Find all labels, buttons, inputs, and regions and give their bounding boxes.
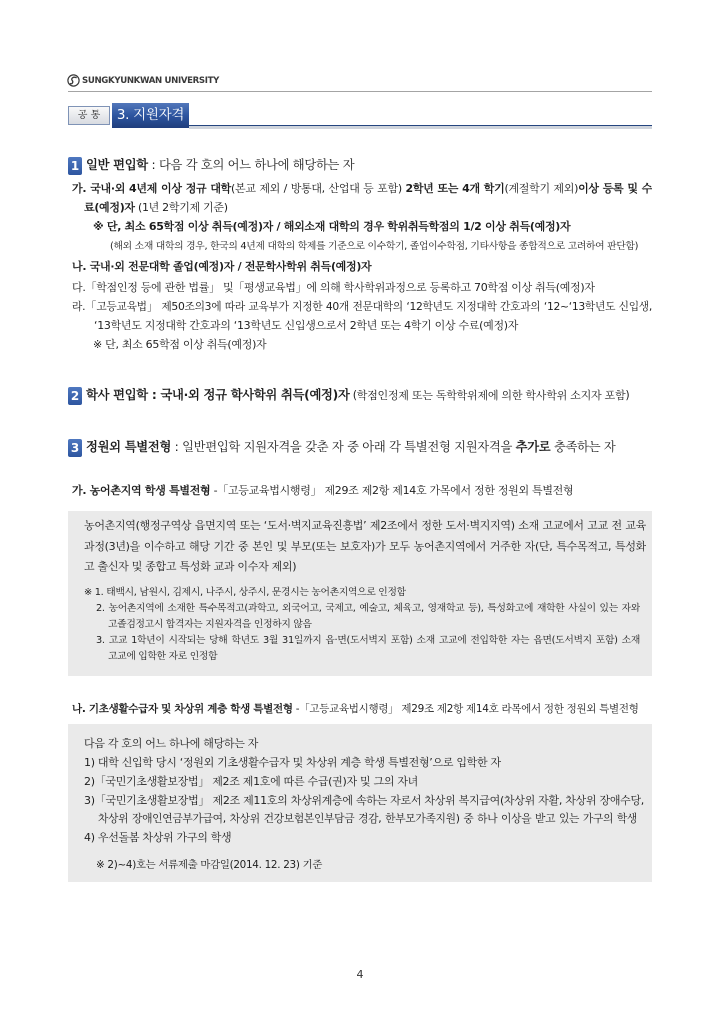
item-text: (1년 2학기제 기준) [134,201,228,214]
criteria-line: 4) 우선돌봄 차상위 가구의 학생 [84,831,232,844]
criteria-note: ※ 1. 태백시, 남원시, 김제시, 나주시, 상주시, 문경시는 농어촌지역으로 인정함 [84,587,406,598]
criteria-note: 3. 고교 1학년이 시작되는 당해 학년도 3월 31일까지 읍·면(도서벽지 포함) 소재 고교에 전입학한 자는 읍면(도서벽지 포함) 소재 [96,635,640,646]
item-ra-note: ※ 단, 최소 65학점 이상 취득(예정)자 [93,338,267,351]
university-logo [67,73,219,88]
item-text: (본교 제외 / 방통대, 산업대 등 포함) [231,182,406,195]
section-description: : 국내·외 정규 학사학위 취득(예정)자 [147,388,350,402]
section-description: 충족하는 자 [550,440,616,454]
chapter-title: 3. 지원자격 [112,103,189,128]
item-ga-line-1 [72,179,652,198]
criteria-line: 다음 각 호의 어느 하나에 해당하는 자 [84,737,259,750]
criteria-note: 2. 농어촌지역에 소재한 특수목적고(과학고, 외국어고, 국제고, 예술고, 체육고, 영재학교 등), 특성화고에 재학한 사실이 있는 자와 [96,603,640,614]
item-na: 나. 국내·외 전문대학 졸업(예정)자 / 전문학사학위 취득(예정)자 [72,260,372,273]
item-text: 2학년 또는 4개 학기 [405,182,505,195]
section-title: 정원외 특별전형 [86,440,172,454]
rural-criteria-box [68,511,652,676]
skku-emblem-icon [67,74,80,87]
header-rule [68,91,652,92]
item-da: 다.「학점인정 등에 관한 법률」 및「평생교육법」에 의해 학사학위과정으로 등록하고 70학점 이상 취득(예정)자 [72,281,595,294]
item-text: 이상 등록 및 수 [578,182,652,195]
section-description-emphasis: 추가로 [515,440,551,454]
criteria-line: 농어촌지역(행정구역상 읍면지역 또는 ‘도서·벽지교육진흥법’ 제2조에서 정한 도서·벽지지역) 소재 고교에서 고교 전 교육 [84,519,646,532]
category-tab-label: 공 통 [68,106,110,125]
item-ga-subnote: (해외 소재 대학의 경우, 한국의 4년제 대학의 학제를 기준으로 이수학기, 졸업이수학점, 기타사항을 종합적으로 고려하여 판단함) [110,241,639,252]
criteria-line: 차상위 장애인연금부가급여, 차상위 건강보험본인부담금 경감, 한부모가족지원) 중 하나 이상을 받고 있는 가구의 학생 [98,812,637,825]
criteria-note: 고졸검정고시 합격자는 지원자격을 인정하지 않음 [108,619,312,630]
section-heading-bachelor-transfer [86,386,652,405]
low-income-track-heading [72,700,652,719]
item-text: 가. 국내·외 4년제 이상 정규 대학 [72,182,232,195]
track-title: 가. 농어촌지역 학생 특별전형 [72,484,211,497]
criteria-line: 고 출신자 및 종합고 특성화 교과 이수자 제외) [84,560,297,573]
section-heading-general-transfer [86,156,652,175]
rural-track-heading [72,481,652,500]
university-name: SUNGKYUNKWAN UNIVERSITY [82,75,219,86]
item-ga-note: ※ 단, 최소 65학점 이상 취득(예정)자 / 해외소재 대학의 경우 학위취득학점의 1/2 이상 취득(예정)자 [93,220,571,233]
criteria-line: 과정(3년)을 이수하고 해당 기간 중 본인 및 부모(또는 보호자)가 모두 농어촌지역에서 거주한 자(단, 특수목적고, 특성화 [84,540,646,553]
item-text: (계절학기 제외) [504,182,579,195]
page-number: 4 [356,968,364,981]
chapter-underline-shadow [189,126,652,129]
section-title: 학사 편입학 [86,388,148,402]
section-number-badge: 2 [68,387,82,405]
criteria-line: 1) 대학 신입학 당시 ‘정원외 기초생활수급자 및 차상위 계층 학생 특별전형’으로 입학한 자 [84,756,501,769]
item-text: 료(예정)자 [84,201,135,214]
low-income-criteria-box [68,724,652,882]
section-description: : 다음 각 호의 어느 하나에 해당하는 자 [147,158,355,172]
section-heading-special-admission [86,438,652,457]
section-title: 일반 편입학 [86,158,148,172]
criteria-line: 2)「국민기초생활보장법」 제2조 제1호에 따른 수급(권)자 및 그의 자녀 [84,775,418,788]
item-ra-line-2: ‘13학년도 지정대학 간호과의 ‘13학년도 신입생으로서 2학년 또는 4학기 이상 수료(예정)자 [94,319,519,332]
item-ga-line-2 [84,198,652,217]
section-description: : 일반편입학 지원자격을 갖춘 자 중 아래 각 특별전형 지원자격을 [171,440,516,454]
criteria-note: ※ 2)~4)호는 서류제출 마감일(2014. 12. 23) 기준 [96,859,323,871]
track-title: 나. 기초생활수급자 및 차상위 계층 학생 특별전형 [72,703,293,715]
item-ra-line-1: 라.「고등교육법」 제50조의3에 따라 교육부가 지정한 40개 전문대학의 ‘12학년도 지정대학 간호과의 ‘12~‘13학년도 신입생, [72,300,652,313]
section-number-badge: 1 [68,157,82,175]
track-legal-basis: -「고등교육법시행령」 제29조 제2항 제14호 라목에서 정한 정원외 특별전형 [292,703,639,715]
criteria-note: 고교에 입학한 자로 인정함 [108,651,218,662]
criteria-line: 3)「국민기초생활보장법」 제2조 제11호의 차상위계층에 속하는 자로서 차상위 복지급여(차상위 자활, 차상위 장애수당, [84,794,644,807]
section-note: (학점인정제 또는 독학학위제에 의한 학사학위 소지자 포함) [349,389,630,402]
track-legal-basis: -「고등교육법시행령」 제29조 제2항 제14호 가목에서 정한 정원외 특별전형 [210,484,574,497]
section-number-badge: 3 [68,439,82,457]
